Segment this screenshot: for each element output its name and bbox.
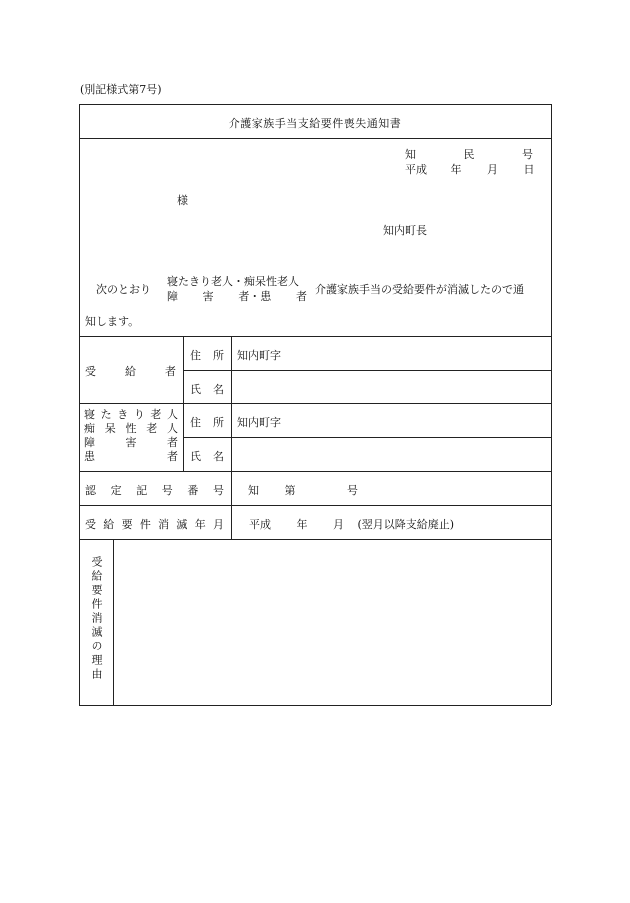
label-column-divider — [183, 336, 184, 471]
issue-date — [405, 161, 535, 177]
subject-name-value[interactable] — [237, 448, 537, 462]
label-char: 消 — [158, 518, 170, 531]
subject-address-value[interactable]: 知内町字 — [237, 416, 281, 429]
notice-number-part: 号 — [522, 148, 533, 161]
expiry-part: 年 — [296, 518, 308, 531]
value-column-divider — [231, 336, 232, 539]
notice-number — [405, 146, 533, 162]
label-char: 滅 — [176, 518, 188, 531]
expiry-label — [85, 516, 224, 532]
label-char: 号 — [161, 484, 173, 497]
label-char: 給 — [103, 518, 115, 531]
label-char: 氏 — [190, 383, 201, 396]
label-char: 月 — [212, 518, 224, 531]
cert-part: 号 — [347, 484, 358, 497]
label-char: 患 — [84, 450, 95, 463]
label-char: 呆 — [104, 422, 116, 435]
label-char: 性 — [125, 422, 137, 435]
body-divider — [79, 336, 551, 337]
form-label: (別記様式第7号) — [80, 83, 162, 96]
label-char: 人 — [167, 422, 178, 435]
expiry-value[interactable] — [249, 516, 454, 532]
label-char: 件 — [139, 518, 151, 531]
label-char: 給 — [125, 365, 136, 378]
option-char: 者 — [295, 290, 307, 303]
table-border-bottom — [79, 705, 551, 706]
subject-label-row — [84, 448, 178, 462]
subject-label-row — [84, 420, 178, 434]
label-char: 名 — [213, 383, 224, 396]
body-option-line2 — [167, 288, 307, 304]
label-char: 記 — [136, 484, 148, 497]
body-tail: 介護家族手当の受給要件が消滅したので通 — [315, 283, 524, 296]
subject-address-label — [190, 414, 224, 430]
expiry-note: (翌月以降支給廃止) — [357, 518, 455, 531]
label-char: 定 — [110, 484, 122, 497]
label-char: 号 — [212, 484, 224, 497]
reason-column-divider — [113, 539, 114, 705]
recipient-name-value[interactable] — [237, 381, 537, 395]
table-border-left — [79, 104, 80, 705]
addressee-suffix: 様 — [177, 194, 188, 207]
date-month: 月 — [487, 163, 498, 176]
subject-label-row — [84, 434, 178, 448]
expiry-part: 平成 — [249, 518, 271, 531]
issuer-name: 知内町長 — [383, 224, 427, 237]
label-char: 者 — [165, 365, 176, 378]
cert-number-value[interactable] — [248, 482, 358, 498]
recipient-address-value[interactable]: 知内町字 — [237, 349, 281, 362]
label-char: 所 — [213, 416, 224, 429]
label-char: 名 — [213, 450, 224, 463]
reason-value[interactable] — [120, 546, 544, 698]
table-border-top — [79, 104, 551, 105]
recipient-address-label — [190, 347, 224, 363]
document-title: 介護家族手当支給要件喪失通知書 — [228, 117, 402, 130]
body-option-line1: 寝たきり老人・痴呆性老人 — [167, 275, 299, 288]
recipient-name-label — [190, 381, 224, 397]
reason-label: 受給要件消滅の理由 — [90, 556, 103, 682]
label-char: き — [117, 408, 129, 421]
recipient-bottom-line — [79, 403, 551, 404]
title-divider — [79, 138, 551, 139]
recipient-label — [85, 363, 176, 379]
label-char: 認 — [85, 484, 96, 497]
label-char: 者 — [167, 450, 178, 463]
date-era: 平成 — [405, 163, 427, 176]
label-char: 寝 — [84, 408, 95, 421]
option-char: 者・患 — [238, 290, 272, 303]
label-char: 痴 — [84, 422, 95, 435]
cert-part: 第 — [284, 484, 296, 497]
label-char: 氏 — [190, 450, 201, 463]
label-char: 害 — [125, 436, 137, 449]
table-border-right — [551, 104, 552, 705]
cert-number-label — [85, 482, 224, 498]
recipient-row-divider — [183, 370, 551, 371]
subject-label-row — [84, 406, 178, 420]
label-char: 要 — [121, 518, 133, 531]
subject-bottom-line — [79, 471, 551, 472]
date-year: 年 — [450, 163, 462, 176]
option-char: 害 — [202, 290, 214, 303]
label-char: 番 — [187, 484, 199, 497]
date-day: 日 — [523, 163, 535, 176]
body-continuation: 知します。 — [85, 315, 140, 328]
label-char: 老 — [150, 408, 162, 421]
label-char: 老 — [146, 422, 158, 435]
notice-number-part: 知 — [405, 148, 416, 161]
body-lead: 次のとおり — [96, 283, 151, 296]
expiry-part: 月 — [333, 518, 344, 531]
label-char: 年 — [194, 518, 206, 531]
cert-bottom-line — [79, 505, 551, 506]
subject-row-divider — [183, 437, 551, 438]
label-char: 所 — [213, 349, 224, 362]
subject-label — [84, 406, 178, 462]
notice-number-part: 民 — [463, 148, 475, 161]
cert-part: 知 — [248, 484, 259, 497]
label-char: た — [100, 408, 112, 421]
label-char: 受 — [85, 518, 96, 531]
subject-name-label — [190, 448, 224, 464]
label-char: 障 — [84, 436, 95, 449]
label-char: 住 — [190, 416, 201, 429]
label-char: 住 — [190, 349, 201, 362]
option-char: 障 — [167, 290, 178, 303]
label-char: 人 — [166, 408, 178, 421]
label-char: 受 — [85, 365, 96, 378]
label-char: 者 — [167, 436, 178, 449]
label-char: り — [133, 408, 145, 421]
expiry-bottom-line — [79, 539, 551, 540]
